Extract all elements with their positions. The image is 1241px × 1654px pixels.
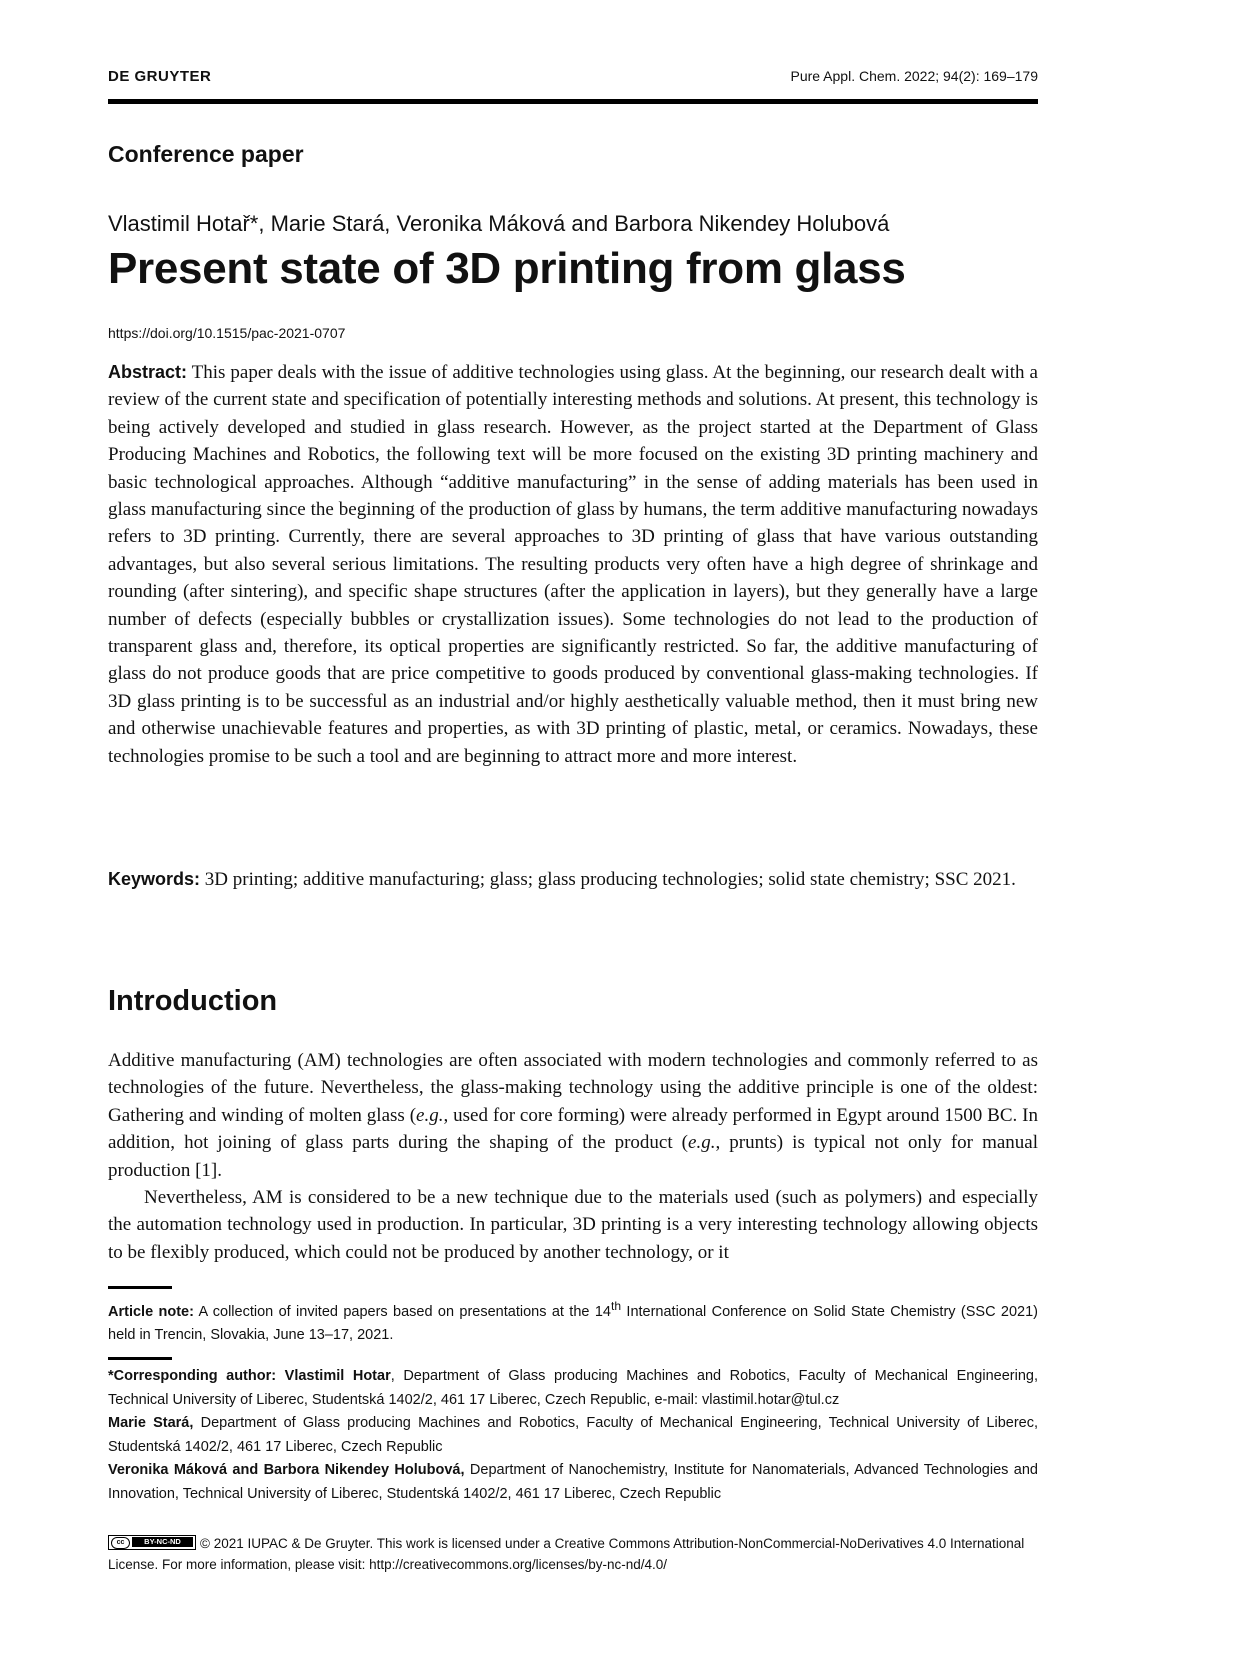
corresponding-author-label: *Corresponding author: Vlastimil Hotar xyxy=(108,1368,391,1384)
affiliation-stara-label: Marie Stará, xyxy=(108,1415,194,1431)
article-note xyxy=(108,1295,1038,1348)
author-affiliations xyxy=(108,1365,1038,1506)
corresponding-author xyxy=(108,1365,1038,1412)
publisher-name: DE GRUYTER xyxy=(108,68,212,85)
keywords-text: 3D printing; additive manufacturing; glass; glass producing technologies; solid state chemistry; SSC 2021. xyxy=(204,869,1016,890)
license-notice xyxy=(108,1533,1038,1575)
article-note-text-b: International Conference on Solid State Chemistry (SSC 2021) held in Trencin, Slovakia, June 13–17, 2021. xyxy=(108,1303,1038,1344)
intro-p1-part-c: , prunts) is typical not only for manual production [1]. xyxy=(108,1132,1038,1181)
journal-citation: Pure Appl. Chem. 2022; 94(2): 169–179 xyxy=(790,68,1038,84)
cc-badge-text: BY-NC-ND xyxy=(132,1537,193,1547)
article-note-text-a: A collection of invited papers based on presentations at the 14 xyxy=(198,1303,611,1320)
abstract-text: This paper deals with the issue of additive technologies using glass. At the beginning, our research dealt with a review of the current state and specification of potentially interesting methods and solutions. At present, this technology is being actively developed and studied in glass research. However, as the project started at the Department of Glass Producing Machines and Robotics, the following text will be more focused on the existing 3D printing machinery and basic technological approaches. Although “additive manufacturing” in the sense of adding materials has been used in glass manufacturing since the beginning of the production of glass by humans, the term additive manufacturing nowadays refers to 3D printing. Currently, there are several approaches to 3D printing of glass that have various outstanding advantages, but also several serious limitations. The resulting products very often have a high degree of shrinkage and rounding (after sintering), and specific shape structures (after the application in layers), but they generally have a large number of defects (especially bubbles or crystallization issues). Some technologies do not lead to the production of transparent glass and, therefore, its optical properties are significantly restricted. So far, the additive manufacturing of glass do not produce goods that are price competitive to goods produced by conventional glass-making technologies. If 3D glass printing is to be successful as an industrial and/or highly aesthetically valuable method, then it must bring new and otherwise unachievable features and properties, as with 3D printing of plastic, metal, or ceramics. Nowadays, these technologies promise to be such a tool and are beginning to attract more and more interest. xyxy=(108,362,1038,767)
article-note-sup: th xyxy=(610,1299,622,1313)
intro-paragraph-2: Nevertheless, AM is considered to be a new technique due to the materials used (such as polymers) and especially the automation technology used in production. In particular, 3D printing is a very interesting technology allowing objects to be flexibly produced, which could not be produced by another technology, or it xyxy=(108,1187,1038,1263)
author-list: Vlastimil Hotař*, Marie Stará, Veronika Máková and Barbora Nikendey Holubová xyxy=(108,211,890,236)
article-type: Conference paper xyxy=(108,141,304,167)
intro-p1-eg-1: e.g. xyxy=(416,1104,444,1126)
intro-p1-part-a: Additive manufacturing (AM) technologies are often associated with modern technologies and commonly referred to as technologies of the future. Nevertheless, the glass-making technology using the additive principle is one of the oldest: Gathering and winding of molten glass ( xyxy=(108,1050,1038,1126)
keywords-label: Keywords: xyxy=(108,869,201,889)
intro-p1-part-b: , used for core forming) were already performed in Egypt around 1500 BC. In addition, hot joining of glass parts during the shaping of the product ( xyxy=(108,1104,1039,1154)
intro-p1-eg-2: e.g. xyxy=(688,1132,716,1154)
introduction-body xyxy=(108,1047,1038,1266)
affiliation-makova xyxy=(108,1459,1038,1506)
cc-logo: cc xyxy=(111,1537,130,1549)
intro-paragraph-1 xyxy=(108,1047,1038,1184)
abstract xyxy=(108,359,1038,770)
paper-title: Present state of 3D printing from glass xyxy=(108,244,906,293)
keywords xyxy=(108,866,1038,893)
footnote-rule xyxy=(108,1357,172,1360)
corresponding-author-text: , Department of Glass producing Machines and Robotics, Faculty of Mechanical Engineering, Technical University of Liberec, Studentská 1402/2, 461 17 Liberec, Czech Republic, e-mail: vlastimil.hotar@tul.cz xyxy=(108,1368,1038,1408)
section-heading-introduction: Introduction xyxy=(108,985,278,1017)
header-rule xyxy=(108,99,1038,104)
license-text: © 2021 IUPAC & De Gruyter. This work is licensed under a Creative Commons Attribution-NonCommercial-NoDerivatives 4.0 International License. For more information, please visit: http://creativecommons.org/licenses/by-nc-nd/4.0/ xyxy=(108,1536,1025,1572)
affiliation-stara-text: Department of Glass producing Machines and Robotics, Faculty of Mechanical Engineering, Technical University of Liberec, Studentská 1402/2, 461 17 Liberec, Czech Republic xyxy=(108,1415,1039,1455)
cc-license-icon[interactable] xyxy=(108,1535,196,1550)
running-header xyxy=(108,68,1038,90)
affiliation-stara xyxy=(108,1412,1038,1459)
article-note-label: Article note: xyxy=(108,1303,194,1320)
affiliation-makova-text: Department of Nanochemistry, Institute for Nanomaterials, Advanced Technologies and Innovation, Technical University of Liberec, Studentská 1402/2, 461 17 Liberec, Czech Republic xyxy=(108,1462,1038,1502)
affiliation-makova-label: Veronika Máková and Barbora Nikendey Holubová, xyxy=(108,1462,465,1478)
doi-link[interactable]: https://doi.org/10.1515/pac-2021-0707 xyxy=(108,325,346,341)
abstract-label: Abstract: xyxy=(108,362,188,382)
footnote-rule xyxy=(108,1286,172,1289)
